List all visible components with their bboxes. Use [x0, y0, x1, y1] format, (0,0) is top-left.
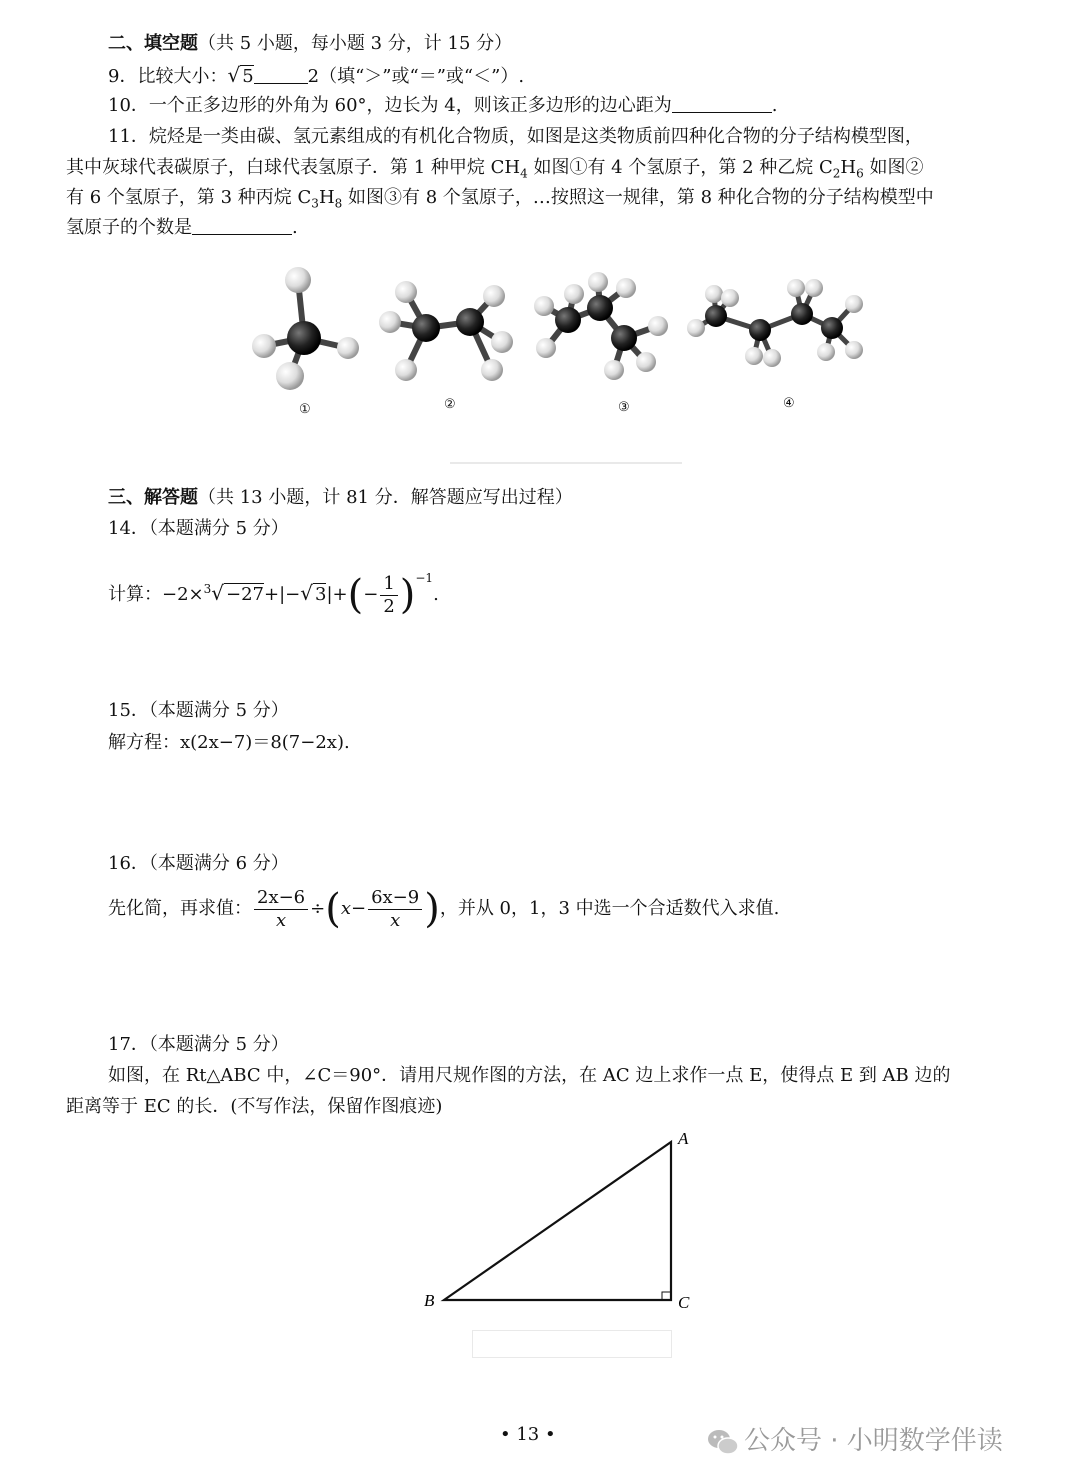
- molecule-models-figure: [240, 258, 880, 398]
- q11-l4-end: .: [292, 217, 298, 238]
- q11-blank[interactable]: [192, 216, 292, 235]
- q14-part-b: +|−: [264, 584, 301, 605]
- section2-heading: [108, 30, 512, 58]
- q16-fraction-2: [368, 887, 422, 932]
- molecule-4-butane: [687, 279, 863, 367]
- page-number: • 13 •: [500, 1424, 556, 1445]
- q14-root-index: 3: [203, 582, 212, 596]
- q11-l2b: 4: [520, 166, 528, 181]
- q11-l2d: 2: [832, 166, 841, 181]
- q14-frac-den: 2: [383, 595, 395, 617]
- q17-line1: 如图，在 Rt△ABC 中，∠C＝90°．请用尺规作图的方法，在 AC 边上求作一点 E，使得点 E 到 AB 边的: [108, 1065, 951, 1086]
- q9-value: 2: [307, 66, 320, 87]
- q16-prefix: 先化简，再求值：: [108, 898, 252, 919]
- molecule-label-1: ①: [299, 402, 311, 417]
- divider-faint: [450, 462, 682, 464]
- q9-radicand: 5: [242, 66, 254, 87]
- q10-end: .: [771, 95, 778, 116]
- q15-heading: 15．（本题满分 5 分）: [108, 700, 289, 721]
- q14-part-c: |+: [326, 584, 348, 605]
- q16-heading: 16．（本题满分 6 分）: [108, 853, 289, 874]
- q14-frac-num: 1: [380, 573, 397, 596]
- question-10: [108, 92, 777, 120]
- q9-number: 9．: [108, 66, 138, 87]
- q17-heading: 17．（本题满分 5 分）: [108, 1034, 289, 1055]
- q11-l2c: 如图①有 4 个氢原子，第 2 种乙烷 C: [527, 157, 833, 178]
- section3-note: （共 13 小题，计 81 分．解答题应写出过程）: [198, 487, 573, 508]
- question-9: 9．比较大小：√ 5 2（填“＞”或“＝”或“＜”）.: [108, 63, 525, 87]
- q11-l3a: 有 6 个氢原子，第 3 种丙烷 C: [66, 187, 312, 208]
- q14-fraction: [380, 573, 397, 618]
- q14-part-a: −2×: [162, 584, 204, 605]
- molecule-label-2: ②: [444, 397, 456, 412]
- q14-radicand-2: 3: [315, 584, 327, 605]
- vertex-label-c: C: [678, 1293, 690, 1312]
- q16-div: ÷: [310, 898, 326, 919]
- q14-prefix: 计算：: [108, 584, 162, 605]
- molecule-label-3: ③: [618, 400, 630, 415]
- q11-line2: [66, 154, 923, 188]
- q16-x: x−: [340, 898, 367, 919]
- q11-l2e: H: [840, 157, 857, 178]
- q9-prefix: 比较大小：: [137, 66, 228, 87]
- q14-heading: 14．（本题满分 5 分）: [108, 518, 289, 539]
- q9-tail: （填“＞”或“＝”或“＜”）.: [319, 66, 525, 87]
- molecule-3-propane: [534, 272, 668, 380]
- vertex-label-b: B: [424, 1291, 435, 1310]
- q17-line2: 距离等于 EC 的长．(不写作法，保留作图痕迹): [66, 1096, 443, 1117]
- triangle-abc-figure: [410, 1128, 710, 1318]
- q11-line1: 11．烷烃是一类由碳、氢元素组成的有机化合物质，如图是这类物质前四种化合物的分子结构模型图，: [108, 126, 923, 147]
- q11-l3d: 8: [334, 196, 343, 211]
- q11-line4: [66, 214, 298, 242]
- q11-l2a: 其中灰球代表碳原子，白球代表氢原子．第 1 种甲烷 CH: [66, 157, 521, 178]
- q16-tail: ，并从 0，1，3 中选一个合适数代入求值.: [439, 898, 780, 919]
- section2-note: （共 5 小题，每小题 3 分，计 15 分）: [198, 33, 513, 54]
- q15-equation: 解方程：x(2x−7)＝8(7−2x).: [108, 732, 350, 753]
- q11-l4: 氢原子的个数是: [66, 217, 192, 238]
- molecule-label-4: ④: [783, 396, 795, 411]
- q16-f2-num: 6x−9: [368, 887, 422, 910]
- section3-heading: [108, 484, 573, 512]
- q11-line3: [66, 184, 934, 218]
- molecule-1-methane: [252, 267, 359, 390]
- q16-fraction-1: [254, 887, 308, 932]
- section3-title: 三、解答题: [108, 487, 198, 508]
- faint-box: [472, 1330, 672, 1358]
- q16-expression: 先化简，再求值： $\frac{2x-6}{x}$ ÷(x− $\frac{6x-9}{x}$ )，并从 0，1，3 中选一个合适数代入求值.: [108, 886, 780, 932]
- vertex-label-a: A: [678, 1129, 689, 1148]
- q14-expression: 计算：−2×$^3$√ −27+|−√ 3|+(− $\frac{1}{2}$ )$^{-1}$.: [108, 571, 439, 618]
- triangle-abc: [444, 1142, 671, 1300]
- q16-f1-den: x: [275, 909, 287, 931]
- section2-title: 二、填空题: [108, 33, 198, 54]
- q11-l2g: 如图②: [863, 157, 924, 178]
- q14-end: .: [433, 584, 439, 605]
- q16-f2-den: x: [390, 909, 401, 931]
- q10-blank[interactable]: [672, 94, 772, 113]
- watermark-text: 公众号 · 小明数学伴读: [744, 1426, 1003, 1456]
- q11-l3c: H: [318, 187, 335, 208]
- q11-l2f: 6: [856, 166, 864, 181]
- q16-f1-num: 2x−6: [254, 887, 308, 910]
- q14-exponent: −1: [415, 571, 434, 585]
- molecule-2-ethane: [379, 281, 513, 381]
- q11-l3e: 如图③有 8 个氢原子，…按照这一规律，第 8 种化合物的分子结构模型中: [342, 187, 934, 208]
- q14-neg: −: [363, 584, 379, 605]
- q9-blank[interactable]: [254, 65, 308, 84]
- right-angle-mark: [662, 1292, 671, 1300]
- watermark: [706, 1420, 1003, 1457]
- q11-l3b: 3: [311, 196, 319, 211]
- q10-text: 10．一个正多边形的外角为 60°，边长为 4，则该正多边形的边心距为: [108, 95, 672, 116]
- q14-radicand-1: −27: [226, 584, 265, 605]
- wechat-icon: [706, 1427, 740, 1457]
